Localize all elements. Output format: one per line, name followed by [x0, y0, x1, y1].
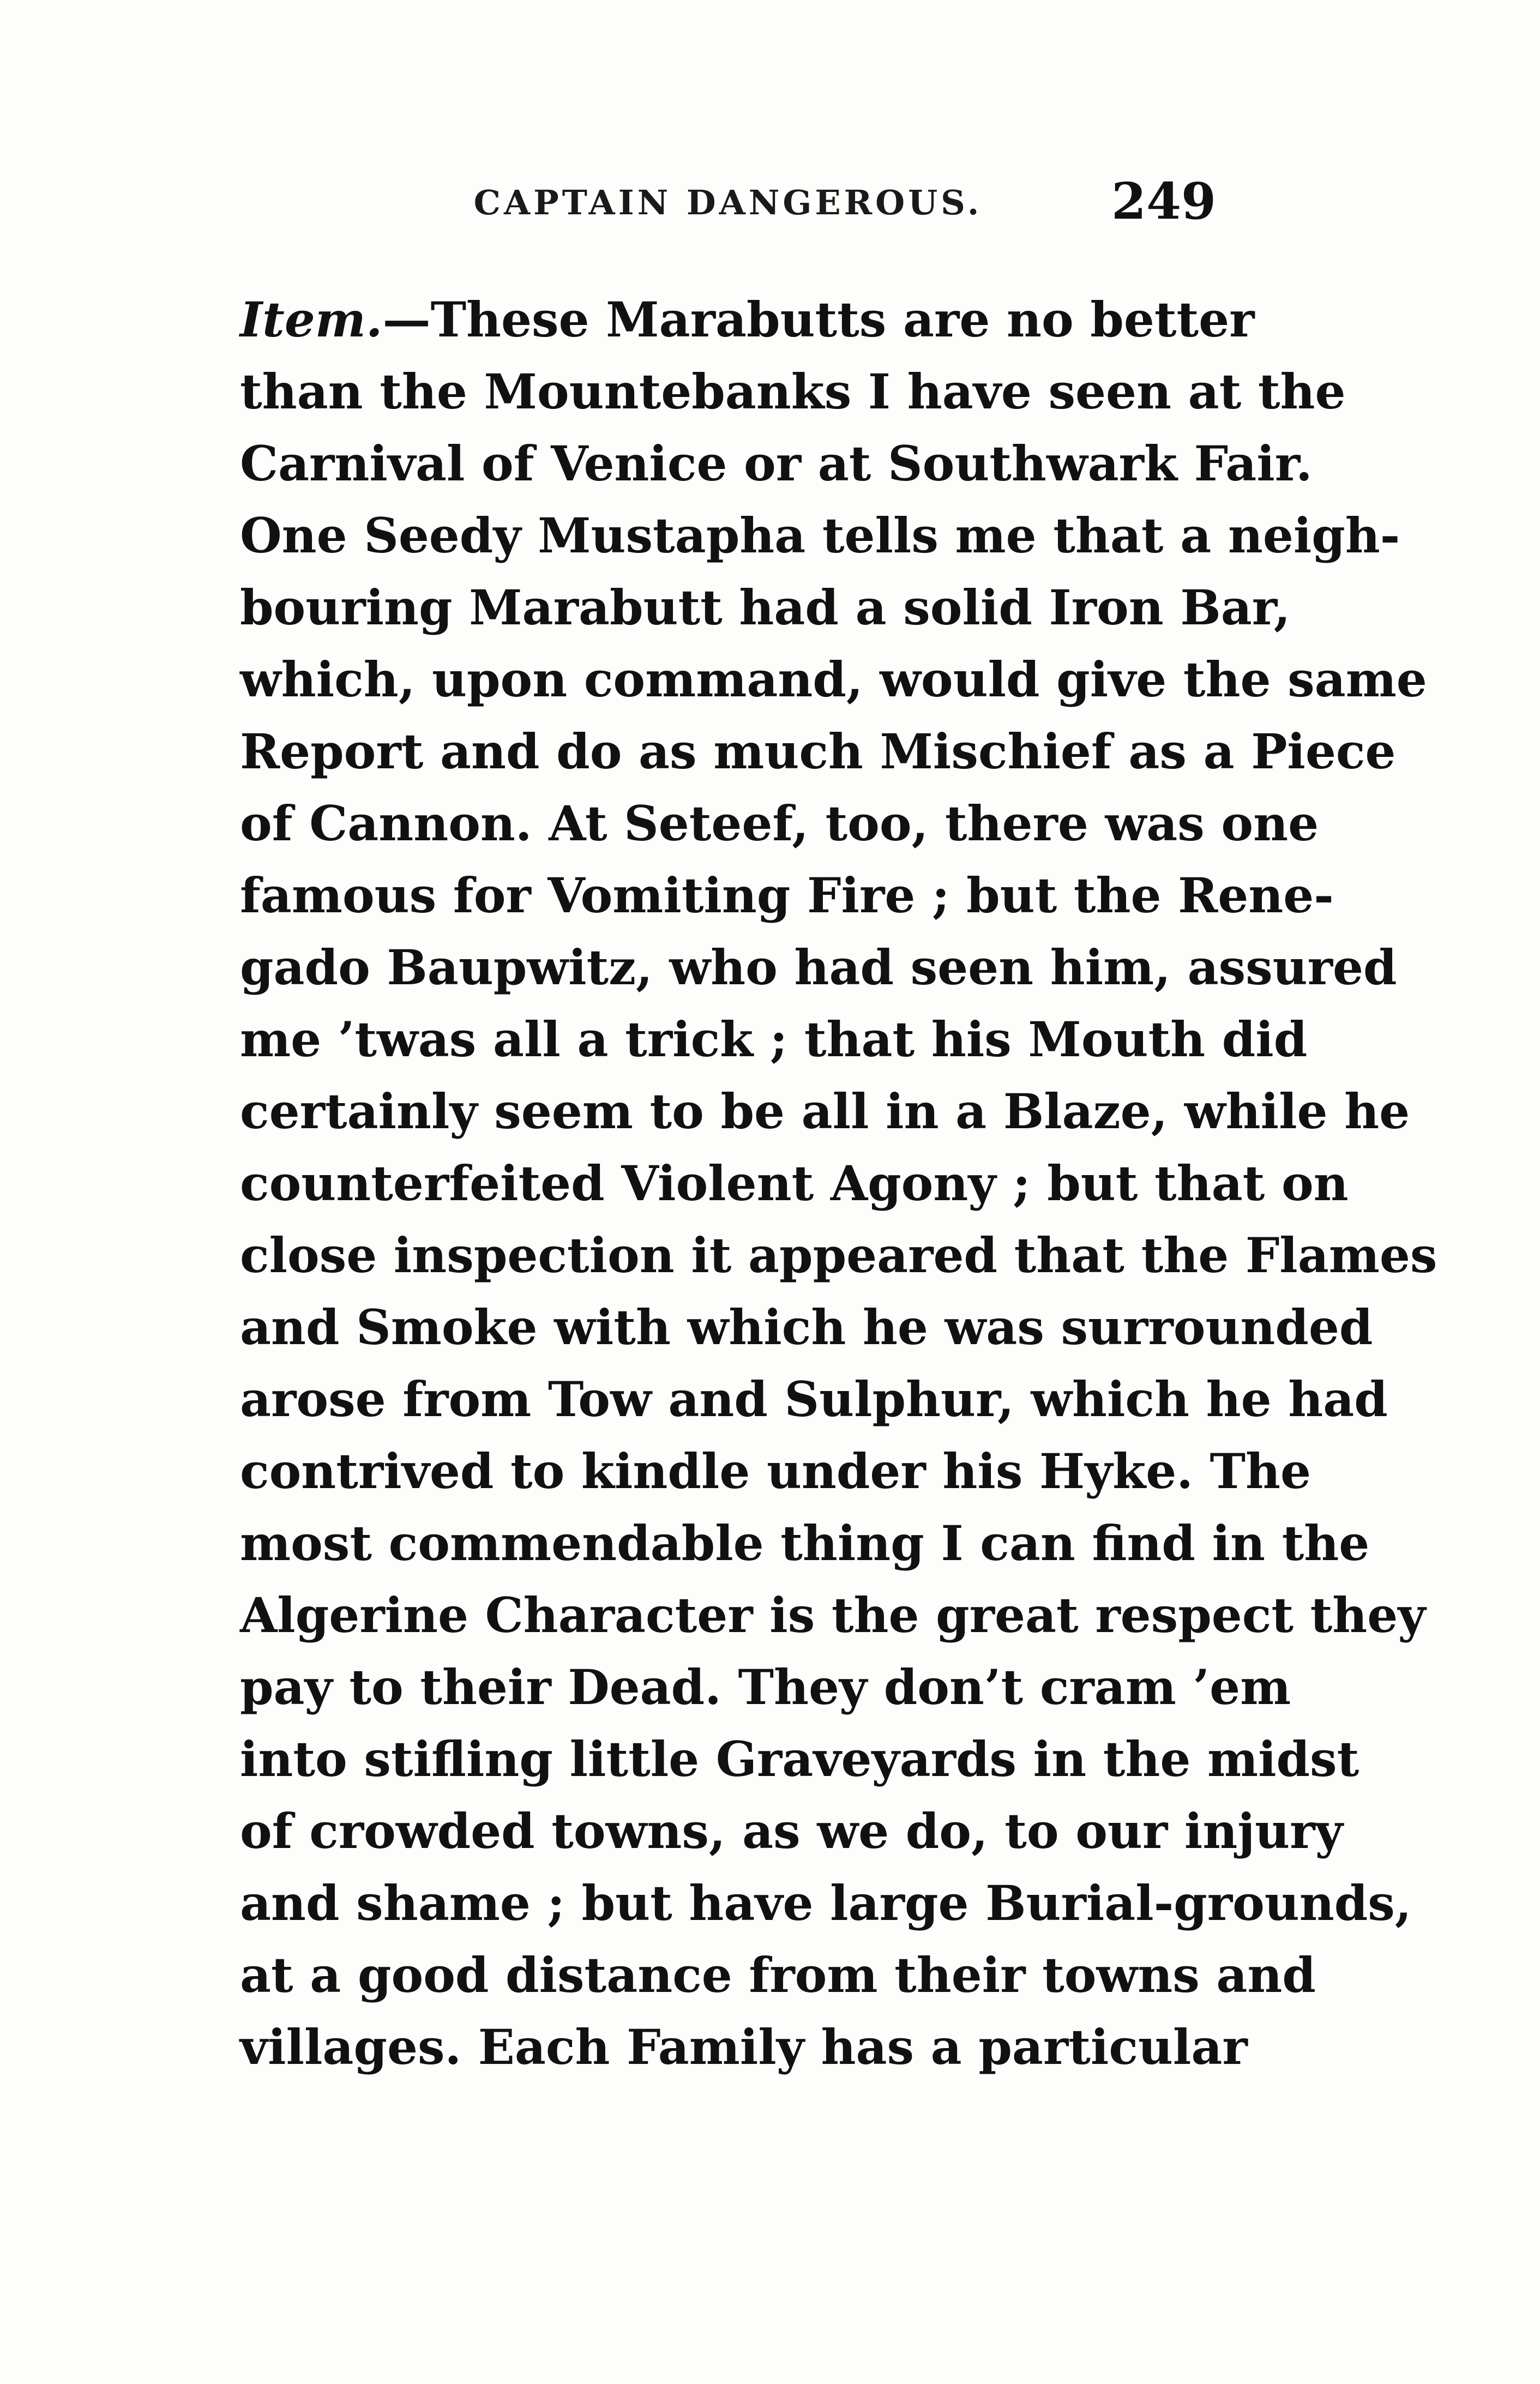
text-line: counterfeited Violent Agony ; but that on: [240, 1155, 1349, 1212]
text-line: which, upon command, would give the same: [240, 651, 1427, 708]
text-line: One Seedy Mustapha tells me that a neigh-: [240, 507, 1400, 564]
text-line: Report and do as much Mischief as a Piece: [240, 723, 1396, 780]
page-number: 249: [1111, 172, 1216, 231]
running-head: [240, 172, 1216, 232]
running-title: CAPTAIN DANGEROUS.: [473, 183, 983, 222]
text-line: arose from Tow and Sulphur, which he had: [240, 1371, 1388, 1428]
text-line: certainly seem to be all in a Blaze, while he: [240, 1083, 1410, 1140]
body-text: [240, 284, 1437, 2083]
text-line: Carnival of Venice or at Southwark Fair.: [240, 435, 1313, 492]
text-line: of crowded towns, as we do, to our injury: [240, 1803, 1343, 1859]
text-line: famous for Vomiting Fire ; but the Rene-: [240, 867, 1334, 924]
text-line: than the Mountebanks I have seen at the: [240, 363, 1346, 420]
text-line: Algerine Character is the great respect they: [240, 1587, 1426, 1643]
text-line: at a good distance from their towns and: [240, 1947, 1316, 2003]
text-line: Item.—These Marabutts are no better: [240, 291, 1255, 348]
text-line: villages. Each Family has a particular: [240, 2019, 1248, 2075]
text-line: and Smoke with which he was surrounded: [240, 1299, 1373, 1356]
text-line: pay to their Dead. They don’t cram ’em: [240, 1659, 1291, 1715]
text-line: gado Baupwitz, who had seen him, assured: [240, 939, 1397, 996]
item-lead: Item.: [240, 291, 383, 348]
text-line: bouring Marabutt had a solid Iron Bar,: [240, 579, 1291, 636]
text-line: contrived to kindle under his Hyke. The: [240, 1443, 1311, 1500]
text-line: most commendable thing I can find in the: [240, 1515, 1370, 1572]
text-line: and shame ; but have large Burial-grounds,: [240, 1875, 1412, 1931]
text-line: of Cannon. At Seteef, too, there was one: [240, 795, 1319, 852]
text-line: me ’twas all a trick ; that his Mouth did: [240, 1011, 1308, 1068]
text-line: close inspection it appeared that the Flames: [240, 1227, 1437, 1284]
text-line: into stifling little Graveyards in the midst: [240, 1731, 1359, 1787]
